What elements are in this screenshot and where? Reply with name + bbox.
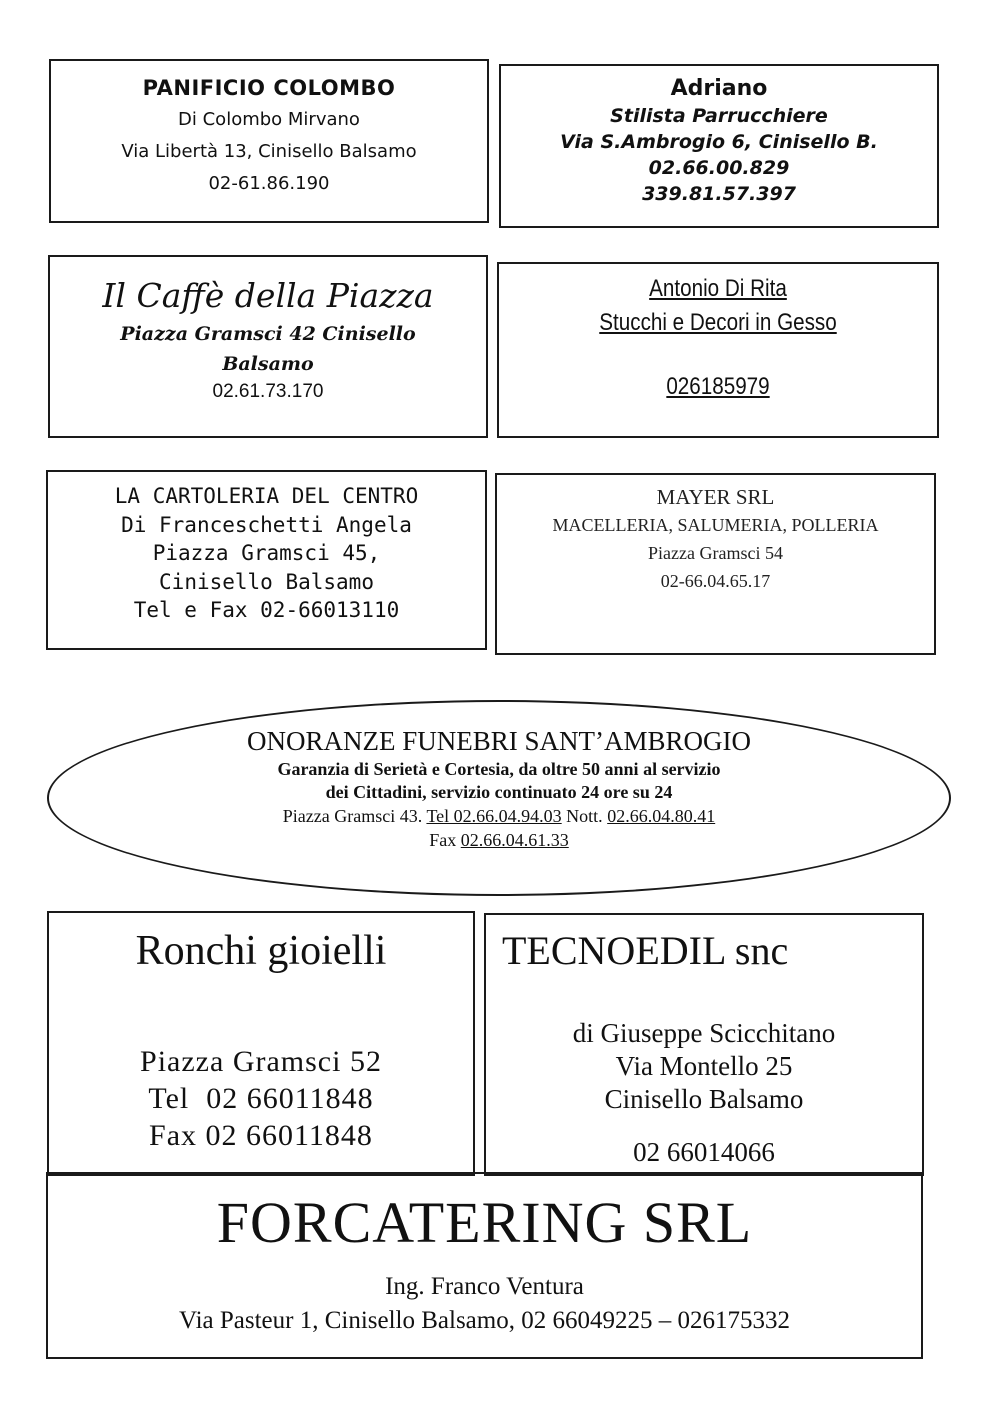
services-line: MACELLERIA, SALUMERIA, POLLERIA [552,515,879,535]
night-number: 02.66.04.80.41 [607,806,716,826]
address-line: Via Montello 25 [615,1051,793,1081]
onoranze-funebri-ad [47,700,951,896]
tagline-line-1: Garanzia di Serietà e Cortesia, da oltre 50 anni al servizio [277,759,721,779]
business-name: PANIFICIO COLOMBO [142,76,396,100]
business-name: Antonio Di Rita [649,275,787,302]
cartoleria-del-centro-ad [46,470,487,650]
service-line: Stucchi e Decori in Gesso [599,309,837,336]
phone-line: 02 66014066 [633,1137,775,1167]
mobile-line: 339.81.57.397 [642,183,796,205]
ronchi-gioielli-ad [47,911,475,1176]
fax-line: Fax 02 66011848 [149,1119,373,1152]
business-name: Adriano [670,76,768,101]
phone-line: 026185979 [666,373,770,400]
tel-number: Tel 02.66.04.94.03 [426,806,562,826]
address-line: Piazza Gramsci 52 [140,1045,382,1078]
business-name: Il Caffè della Piazza [102,276,434,315]
address-line: Piazza Gramsci 45, [152,541,381,565]
mayer-srl-ad [495,473,936,655]
business-name: MAYER SRL [656,485,775,509]
adriano-ad [499,64,939,228]
caffe-della-piazza-ad [48,255,488,438]
phone-line: 02-61.86.190 [208,173,330,194]
phone-line: 02.61.73.170 [212,381,324,402]
phone-line: 02.66.00.829 [648,157,790,179]
business-name: FORCATERING SRL [216,1190,753,1255]
fax-label: Fax [429,830,457,850]
phone-line: 02-66.04.65.17 [660,571,771,591]
fax-line [49,828,949,852]
owner-line: Di Colombo Mirvano [178,109,360,130]
address-line: Piazza Gramsci 54 [648,543,783,563]
antonio-di-rita-ad [497,262,939,438]
address-text: Piazza Gramsci 43. [282,806,423,826]
address-line: Piazza Gramsci 42 Cinisello [120,323,416,345]
address-line: Via S.Ambrogio 6, Cinisello B. [560,131,878,153]
tecnoedil-ad [484,913,924,1176]
forcatering-ad [46,1172,923,1359]
city-line: Balsamo [222,353,314,375]
business-name: Ronchi gioielli [135,928,387,974]
city-line: Cinisello Balsamo [159,569,374,594]
panificio-colombo-ad [49,59,489,223]
business-name: TECNOEDIL snc [502,928,789,973]
business-name: ONORANZE FUNEBRI SANT’AMBROGIO [246,726,751,756]
owner-line: Di Franceschetti Angela [121,512,412,537]
tagline-line-2: dei Cittadini, servizio continuato 24 ore su 24 [325,782,673,802]
night-label: Nott. [566,806,603,826]
contact-line: Ing. Franco Ventura [385,1273,584,1300]
business-name: LA CARTOLERIA DEL CENTRO [114,484,419,508]
phone-line: Tel e Fax 02-66013110 [133,598,400,622]
address-line: Via Pasteur 1, Cinisello Balsamo, 02 66049225 – 026175332 [179,1307,790,1334]
contact-line [49,804,949,828]
fax-number: 02.66.04.61.33 [460,830,569,850]
address-line: Via Libertà 13, Cinisello Balsamo [121,141,417,162]
role-line: Stilista Parrucchiere [610,105,828,127]
tel-line: Tel 02 66011848 [148,1082,374,1115]
city-line: Cinisello Balsamo [604,1084,804,1114]
owner-line: di Giuseppe Scicchitano [572,1018,836,1048]
